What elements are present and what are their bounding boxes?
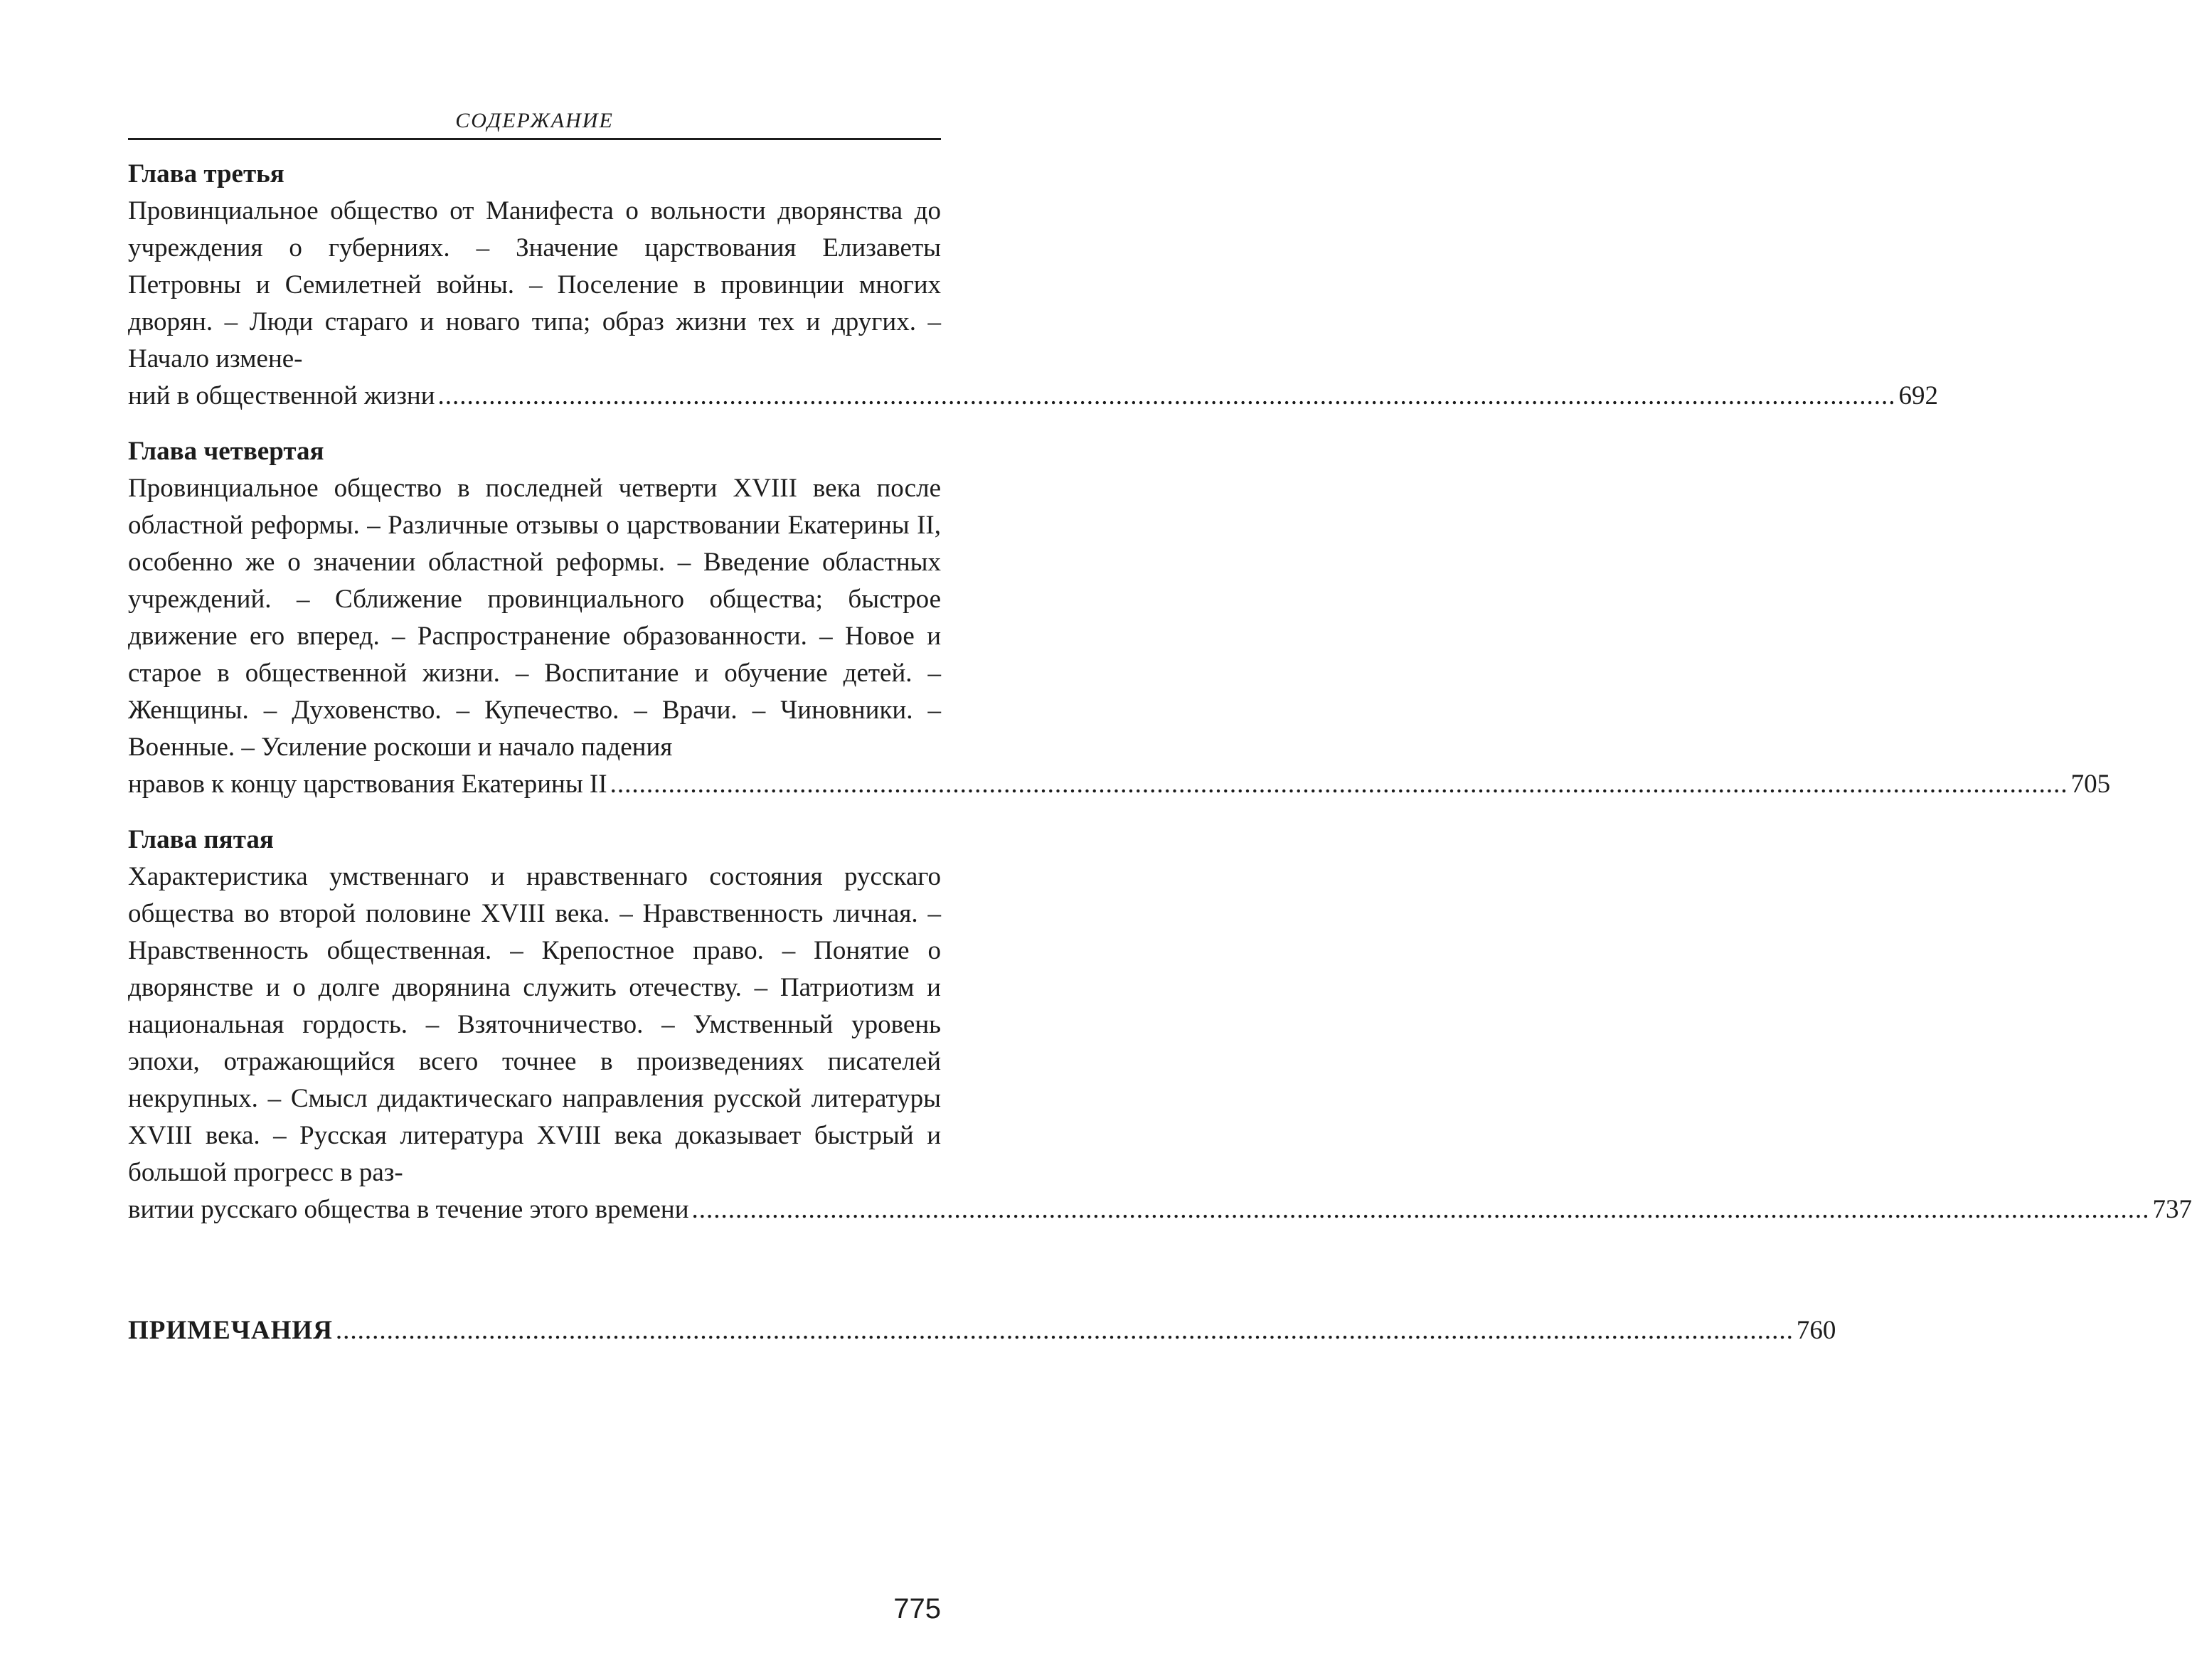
page-number: 775 (893, 1593, 941, 1625)
page-ref: 760 (1796, 1316, 1836, 1345)
chapter-summary-last-line: витии русскаго общества в течение этого времени (128, 1195, 689, 1224)
chapter-summary: Провинциальное общество от Манифеста о вольности дворянства до учреждения о губерниях. – Значение царствования Елизаветы Петровны и Семилетней войны. – Поселение в провинции многих дворян. – Люди стараго и новаго типа; образ жизни тех и других. – Начало измене- (128, 196, 941, 373)
dot-leader: ........................................................................................................................................................................................................ (610, 770, 2068, 799)
toc-line-with-page (128, 1191, 2192, 1228)
dot-leader: ........................................................................................................................................................................................................ (691, 1195, 2150, 1224)
page-ref: 737 (2152, 1195, 2192, 1224)
chapter-summary: Провинциальное общество в последней четверти XVIII века после областной реформы. – Различные отзывы о царствовании Екатерины II, особенно же о значении областной реформы. – Введение областных учреждений. – Сближение провинциального общества; быстрое движение его вперед. – Распространение образованности. – Новое и старое в общественной жизни. – Воспитание и обучение детей. – Женщины. – Духовенство. – Купечество. – Врачи. – Чиновники. – Военные. – Усиление роскоши и начало падения (128, 474, 941, 762)
page-ref: 705 (2070, 770, 2111, 799)
toc-line-with-page (128, 766, 2111, 803)
toc-line-with-page (128, 378, 1939, 415)
running-head: СОДЕРЖАНИЕ (128, 107, 941, 140)
notes-label: ПРИМЕЧАНИЯ (128, 1316, 333, 1345)
page-ref: 692 (1898, 381, 1939, 410)
chapter-summary-last-line: ний в общественной жизни (128, 381, 435, 410)
contents-page (128, 107, 2192, 1349)
toc-entry-chapter-4 (128, 433, 2111, 803)
chapter-summary-last-line: нравов к концу царствования Екатерины II (128, 770, 607, 799)
chapter-title: Глава третья (128, 159, 284, 188)
toc-entry-chapter-5 (128, 822, 2192, 1228)
toc-entry-notes (128, 1312, 1836, 1349)
dot-leader: ........................................................................................................................................................................................................ (335, 1316, 1794, 1345)
chapter-summary: Характеристика умственнаго и нравственнаго состояния русскаго общества во второй половине XVIII века. – Нравственность личная. – Нравственность общественная. – Крепостное право. – Понятие о дворянстве и о долге дворянина служить отечеству. – Патриотизм и национальная гордость. – Взяточничество. – Умственный уровень эпохи, отражающийся всего точнее в произведениях писателей некрупных. – Смысл дидактическаго направления русской литературы XVIII века. – Русская литература XVIII века доказывает быстрый и большой прогресс в раз- (128, 862, 941, 1187)
dot-leader: ........................................................................................................................................................................................................ (437, 381, 1896, 410)
toc-entry-chapter-3 (128, 156, 1939, 415)
chapter-title: Глава пятая (128, 825, 274, 854)
chapter-title: Глава четвертая (128, 437, 324, 466)
